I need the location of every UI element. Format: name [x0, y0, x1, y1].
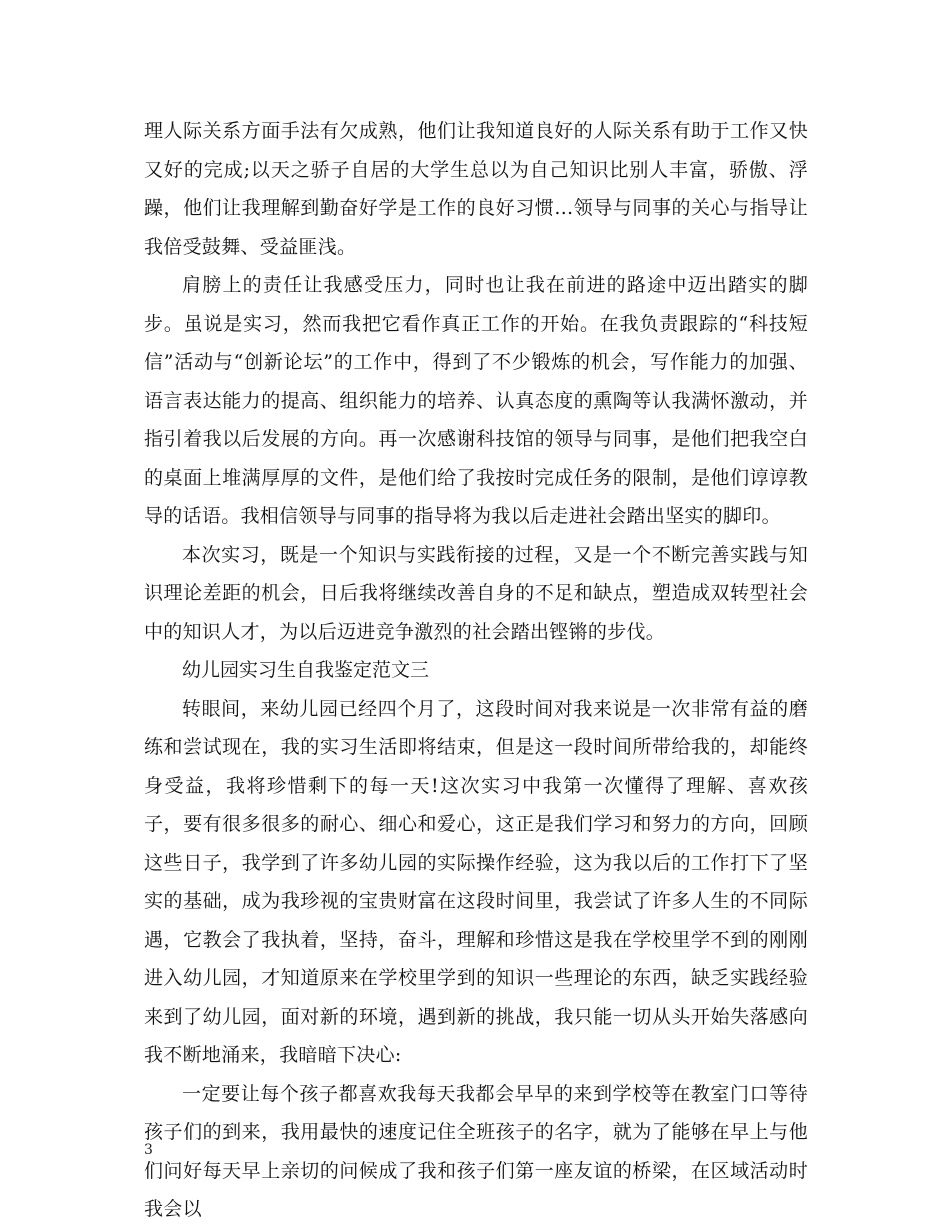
section-paragraph-1: 转眼间，来幼儿园已经四个月了，这段时间对我来说是一次非常有益的磨练和尝试现在，我的实习生活即将结束，但是这一段时间所带给我的，却能终身受益，我将珍惜剩下的每一天!这次实习中我第一次懂得了理解、喜欢孩子，要有很多很多的耐心、细心和爱心，这正是我们学习和努力的方向，回顾这些日子，我学到了许多幼儿园的实际操作经验，这为我以后的工作打下了坚实的基础，成为我珍视的宝贵财富在这段时间里，我尝试了许多人生的不同际遇，它教会了我执着，坚持，奋斗，理解和珍惜这是我在学校里学不到的刚刚进入幼儿园，才知道原来在学校里学到的知识一些理论的东西，缺乏实践经验来到了幼儿园，面对新的环境，遇到新的挑战，我只能一切从头开始失落感向我不断地涌来，我暗暗下决心: [144, 697, 808, 1066]
page-number: 3 [144, 1142, 153, 1158]
paragraph-3: 本次实习，既是一个知识与实践衔接的过程，又是一个不断完善实践与知识理论差距的机会，日后我将继续改善自身的不足和缺点，塑造成双转型社会中的知识人才，为以后迈进竞争激烈的社会踏出铿锵的步伐。 [144, 543, 808, 643]
paragraph-2: 肩膀上的责任让我感受压力，同时也让我在前进的路途中迈出踏实的脚步。虽说是实习，然而我把它看作真正工作的开始。在我负责跟踪的“科技短信”活动与“创新论坛”的工作中，得到了不少锻炼的机会，写作能力的加强、语言表达能力的提高、组织能力的培养、认真态度的熏陶等认我满怀激动，并指引着我以后发展的方向。再一次感谢科技馆的领导与同事，是他们把我空白的桌面上堆满厚厚的文件，是他们给了我按时完成任务的限制，是他们谆谆教导的话语。我相信领导与同事的指导将为我以后走进社会踏出坚实的脚印。 [144, 274, 808, 527]
document-body [144, 112, 808, 1229]
section-title: 幼儿园实习生自我鉴定范文三 [182, 659, 430, 681]
section-paragraph-2: 一定要让每个孩子都喜欢我每天我都会早早的来到学校等在教室门口等待孩子们的到来，我用最快的速度记住全班孩子的名字，就为了能够在早上与他们问好每天早上亲切的问候成了我和孩子们第一座友谊的桥梁，在区域活动时我会以 [144, 1082, 808, 1220]
paragraph-1: 理人际关系方面手法有欠成熟，他们让我知道良好的人际关系有助于工作又快又好的完成;以天之骄子自居的大学生总以为自己知识比别人丰富，骄傲、浮躁，他们让我理解到勤奋好学是工作的良好习惯…领导与同事的关心与指导让我倍受鼓舞、受益匪浅。 [144, 120, 808, 258]
